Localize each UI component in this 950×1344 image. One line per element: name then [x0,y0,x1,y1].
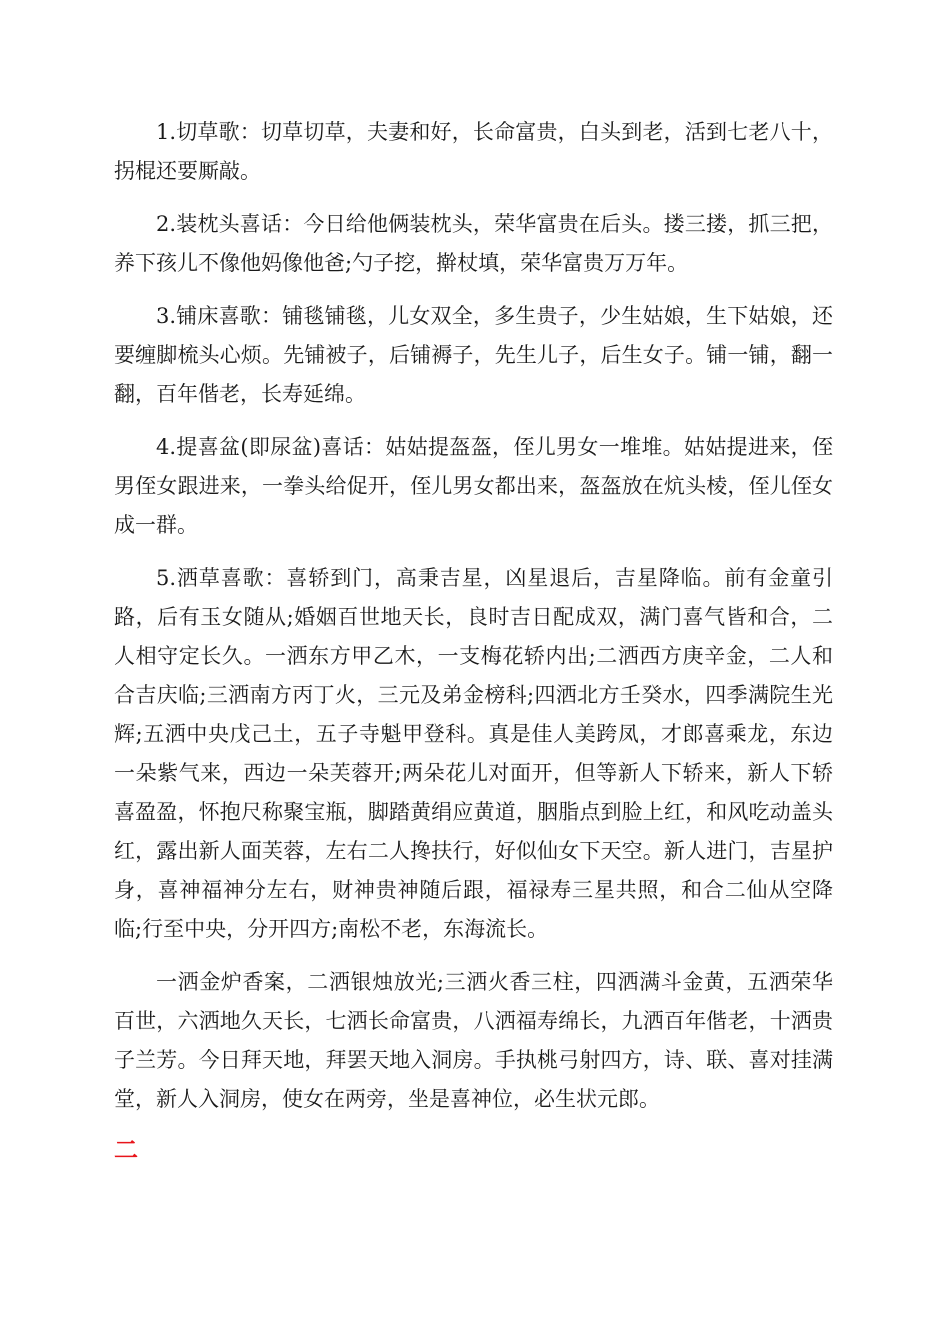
paragraph-bed-song: 3.铺床喜歌：铺毯铺毯，儿女双全，多生贵子，少生姑娘，生下姑娘，还要缠脚梳头心烦。先铺被子，后铺褥子，先生儿子，后生女子。铺一铺，翻一翻，百年偕老，长寿延绵。 [114,304,833,406]
paragraph-pillow-blessing: 2.装枕头喜话：今日给他俩装枕头，荣华富贵在后头。搂三搂，抓三把，养下孩儿不像他妈像他爸;勺子挖，擀杖填，荣华富贵万万年。 [114,212,833,275]
paragraph-sprinkle-song: 5.洒草喜歌：喜轿到门，高秉吉星，凶星退后，吉星降临。前有金童引路，后有玉女随从;婚姻百世地天长，良时吉日配成双，满门喜气皆和合，二人相守定长久。一洒东方甲乙木，一支梅花轿内出;二洒西方庚辛金，二人和合吉庆临;三洒南方丙丁火，三元及弟金榜科;四洒北方壬癸水，四季满院生光辉;五洒中央戊己土，五子寺魁甲登科。真是佳人美跨凤，才郎喜乘龙，东边一朵紫气来，西边一朵芙蓉开;两朵花儿对面开，但等新人下轿来，新人下轿喜盈盈，怀抱尺称聚宝瓶，脚踏黄绢应黄道，胭脂点到脸上红，和风吃动盖头红，露出新人面芙蓉，左右二人搀扶行，好似仙女下天空。新人进门，吉星护身，喜神福神分左右，财神贵神随后跟，福禄寿三星共照，和合二仙从空降临;行至中央，分开四方;南松不老，东海流长。 [114,566,833,941]
paragraph-qiecao-song: 1.切草歌：切草切草，夫妻和好，长命富贵，白头到老，活到七老八十，拐棍还要厮敲。 [114,120,833,183]
paragraph-ten-sprinkles: 一洒金炉香案，二洒银烛放光;三洒火香三柱，四洒满斗金黄，五洒荣华百世，六洒地久天长，七洒长命富贵，八洒福寿绵长，九洒百年偕老，十洒贵子兰芳。今日拜天地，拜罢天地入洞房。手执桃弓射四方，诗、联、喜对挂满堂，新人入洞房，使女在两旁，坐是喜神位，必生状元郎。 [114,970,833,1111]
document-body [114,113,833,1165]
section-heading-mark: 二 [114,1136,138,1164]
paragraph-basin-blessing: 4.提喜盆(即尿盆)喜话：姑姑提盔盔，侄儿男女一堆堆。姑姑提进来，侄男侄女跟进来，一拳头给促开，侄儿男女都出来，盔盔放在炕头棱，侄儿侄女成一群。 [114,435,833,537]
